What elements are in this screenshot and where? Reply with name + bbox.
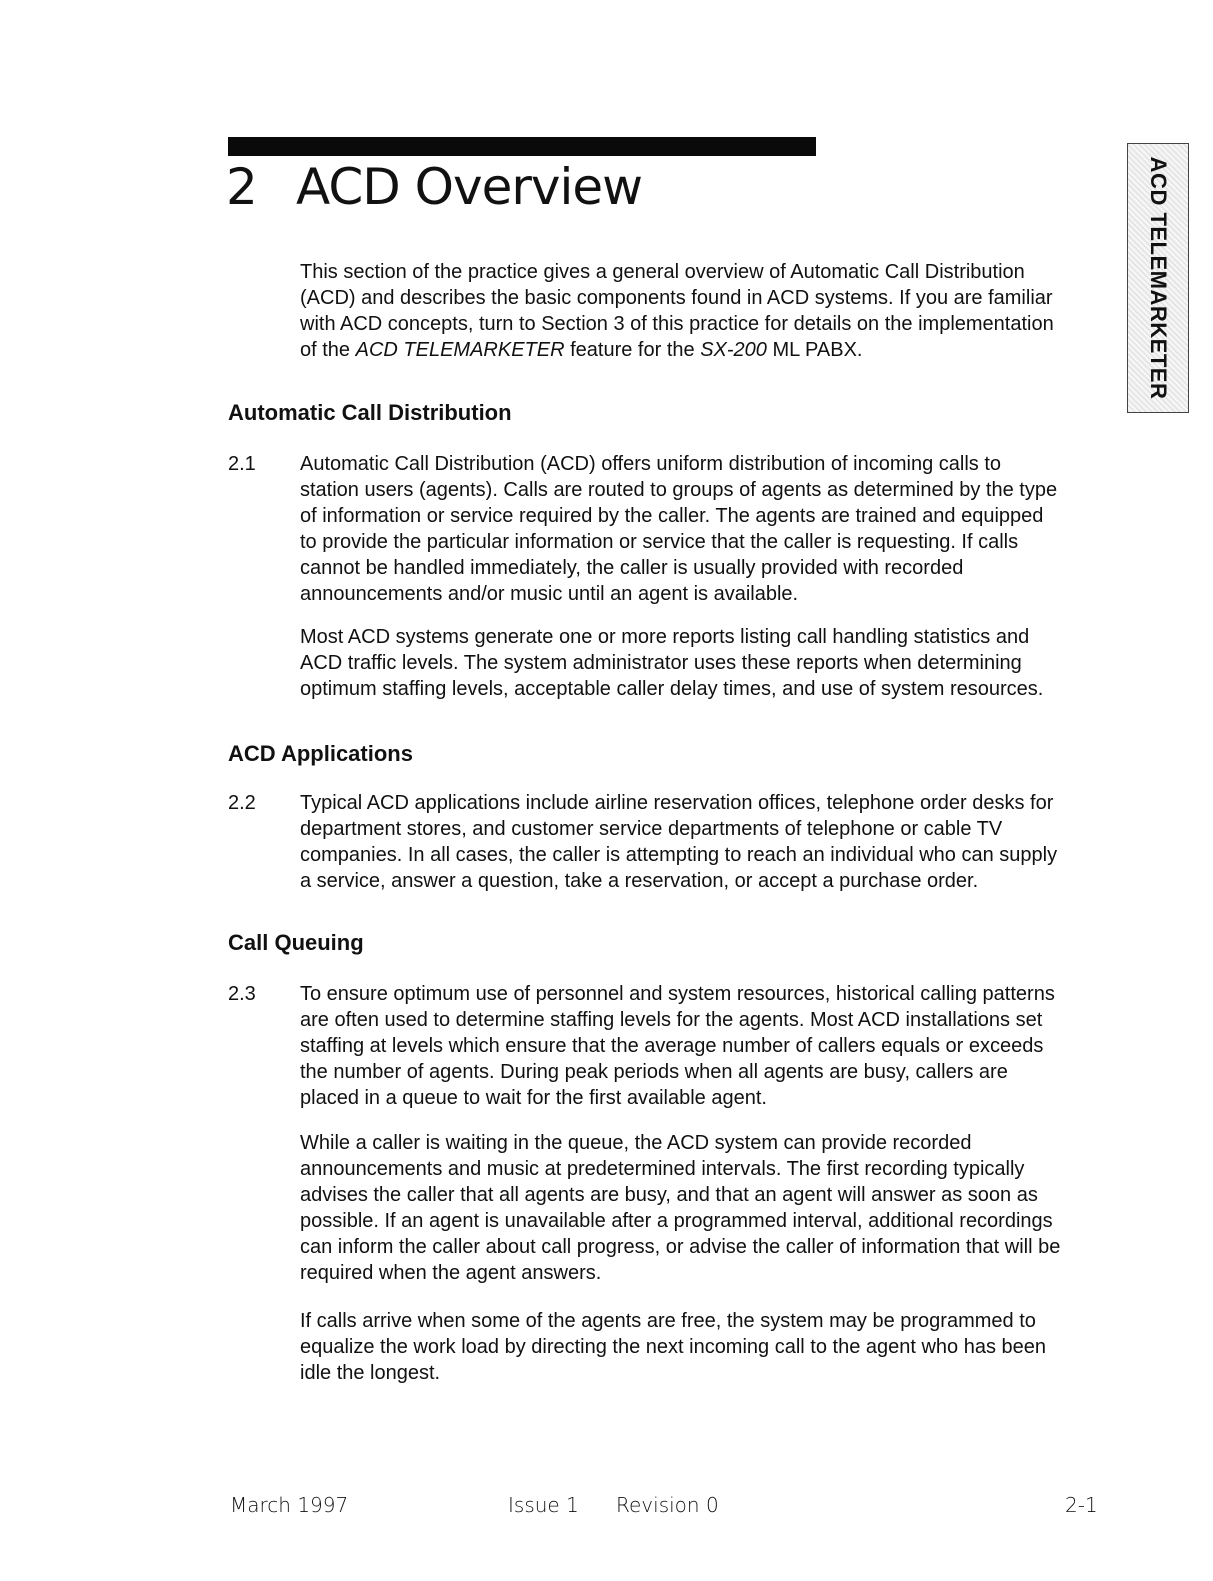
text-line: Automatic Call Distribution (ACD) offers uniform distribution of incoming calls to (300, 453, 1002, 475)
text-line: ACD traffic levels. The system administrator uses these reports when determining (300, 652, 1022, 674)
side-tab-label: ACD TELEMARKETER (1146, 156, 1171, 400)
text-line: with ACD concepts, turn to Section 3 of this practice for details on the implementation (300, 313, 1054, 335)
side-tab (1127, 143, 1189, 413)
product-name: SX-200 (700, 339, 767, 361)
text-line: companies. In all cases, the caller is attempting to reach an individual who can supply (300, 844, 1058, 866)
text: of the (300, 339, 356, 361)
footer-date: March 1997 (230, 1493, 349, 1517)
chapter-rule (228, 137, 816, 156)
text-line: can inform the caller about call progress, or advise the caller of information that will be (300, 1236, 1061, 1258)
paragraph-number: 2.3 (228, 983, 256, 1005)
text-line: To ensure optimum use of personnel and system resources, historical calling patterns (300, 983, 1055, 1005)
intro-paragraph (300, 259, 1120, 363)
text-line: Most ACD systems generate one or more reports listing call handling statistics and (300, 626, 1030, 648)
footer-page-number: 2-1 (1065, 1493, 1098, 1517)
footer-issue: Issue 1 (508, 1493, 579, 1517)
chapter-title (226, 158, 642, 216)
paragraph (300, 624, 1120, 702)
text-line: department stores, and customer service departments of telephone or cable TV (300, 818, 1003, 840)
text-line: announcements and/or music until an agent is available. (300, 583, 799, 605)
text-line: of information or service required by the caller. The agents are trained and equipped (300, 505, 1044, 527)
footer-revision: Revision 0 (616, 1493, 719, 1517)
paragraph (300, 1130, 1120, 1286)
text-line: possible. If an agent is unavailable after a programmed interval, additional recordings (300, 1210, 1053, 1232)
text-line: are often used to determine staffing levels for the agents. Most ACD installations set (300, 1009, 1043, 1031)
text-line: cannot be handled immediately, the caller is usually provided with recorded (300, 557, 964, 579)
paragraph-number: 2.2 (228, 792, 256, 814)
text-line: placed in a queue to wait for the first available agent. (300, 1087, 767, 1109)
text-line: advises the caller that all agents are busy, and that an agent will answer as soon as (300, 1184, 1038, 1206)
text-line: If calls arrive when some of the agents are free, the system may be programmed to (300, 1310, 1036, 1332)
text-line: the number of agents. During peak periods when all agents are busy, callers are (300, 1061, 1008, 1083)
text-line: equalize the work load by directing the next incoming call to the agent who has been (300, 1336, 1047, 1358)
text-line: required when the agent answers. (300, 1262, 602, 1284)
text-line: staffing at levels which ensure that the average number of callers equals or exceeds (300, 1035, 1044, 1057)
text-line: optimum staffing levels, acceptable caller delay times, and use of system resources. (300, 678, 1044, 700)
paragraph (300, 1308, 1120, 1386)
paragraph-number: 2.1 (228, 453, 256, 475)
section-heading: ACD Applications (228, 741, 413, 766)
text-line: station users (agents). Calls are routed to groups of agents as determined by the type (300, 479, 1058, 501)
text: feature for the (564, 339, 701, 361)
chapter-number: 2 (226, 158, 257, 216)
text-line: a service, answer a question, take a reservation, or accept a purchase order. (300, 870, 979, 892)
text-line: Typical ACD applications include airline reservation offices, telephone order desks for (300, 792, 1054, 814)
text-line: to provide the particular information or service that the caller is requesting. If calls (300, 531, 1019, 553)
text-line: While a caller is waiting in the queue, the ACD system can provide recorded (300, 1132, 972, 1154)
text: ML PABX. (766, 339, 863, 361)
product-name: ACD TELEMARKETER (355, 339, 565, 361)
text-line: This section of the practice gives a general overview of Automatic Call Distribution (300, 261, 1025, 283)
section-heading: Call Queuing (228, 930, 364, 955)
paragraph (300, 790, 1120, 894)
paragraph (300, 451, 1120, 607)
text-line: announcements and music at predetermined intervals. The first recording typically (300, 1158, 1025, 1180)
text-line: (ACD) and describes the basic components found in ACD systems. If you are familiar (300, 287, 1053, 309)
section-heading: Automatic Call Distribution (228, 400, 512, 425)
text-line (300, 337, 1120, 363)
paragraph (300, 981, 1120, 1111)
text-line: idle the longest. (300, 1362, 441, 1384)
chapter-title-text: ACD Overview (296, 158, 643, 216)
